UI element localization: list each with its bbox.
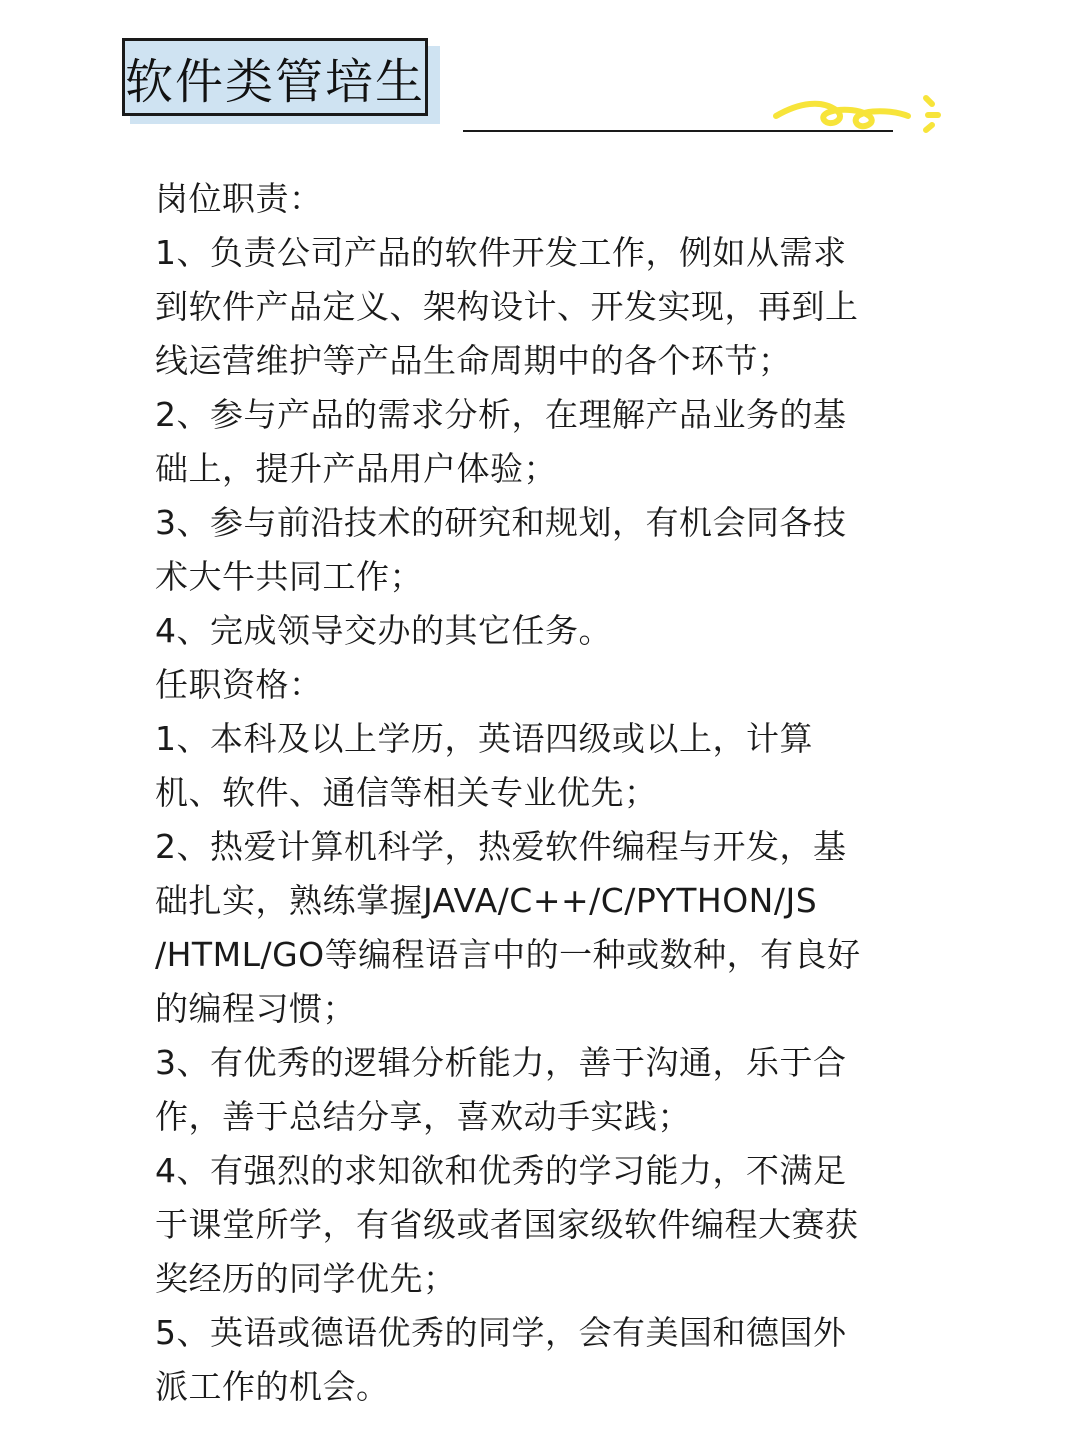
page-title: 软件类管培生 bbox=[125, 53, 426, 110]
text-line: 派工作的机会。 bbox=[155, 1367, 390, 1406]
section-heading-qualifications: 任职资格： bbox=[155, 665, 323, 704]
text-line: 到软件产品定义、架构设计、开发实现，再到上 bbox=[155, 287, 859, 326]
text-line: 1、本科及以上学历，英语四级或以上，计算 bbox=[155, 719, 813, 758]
yellow-squiggle-icon bbox=[770, 88, 950, 138]
text-line: 3、有优秀的逻辑分析能力，善于沟通，乐于合 bbox=[155, 1043, 847, 1082]
text-line: /HTML/GO等编程语言中的一种或数种，有良好 bbox=[155, 935, 861, 974]
text-line: 1、负责公司产品的软件开发工作，例如从需求 bbox=[155, 233, 847, 272]
text-line: 作，善于总结分享，喜欢动手实践； bbox=[155, 1097, 691, 1136]
text-line: 础扎实，熟练掌握JAVA/C++/C/PYTHON/JS bbox=[155, 881, 818, 920]
text-line: 4、有强烈的求知欲和优秀的学习能力，不满足 bbox=[155, 1151, 847, 1190]
text-line: 术大牛共同工作； bbox=[155, 557, 423, 596]
title-block bbox=[122, 38, 440, 124]
text-line: 于课堂所学，有省级或者国家级软件编程大赛获 bbox=[155, 1205, 859, 1244]
text-line: 5、英语或德语优秀的同学，会有美国和德国外 bbox=[155, 1313, 847, 1352]
job-description bbox=[155, 172, 900, 1414]
title-box bbox=[122, 38, 428, 116]
text-line: 的编程习惯； bbox=[155, 989, 356, 1028]
text-line: 线运营维护等产品生命周期中的各个环节； bbox=[155, 341, 792, 380]
section-heading-duties: 岗位职责： bbox=[155, 179, 323, 218]
text-line: 2、热爱计算机科学，热爱软件编程与开发，基 bbox=[155, 827, 847, 866]
text-line: 奖经历的同学优先； bbox=[155, 1259, 457, 1298]
text-line: 础上，提升产品用户体验； bbox=[155, 449, 557, 488]
text-line: 4、完成领导交办的其它任务。 bbox=[155, 611, 612, 650]
text-line: 2、参与产品的需求分析，在理解产品业务的基 bbox=[155, 395, 847, 434]
text-line: 机、软件、通信等相关专业优先； bbox=[155, 773, 658, 812]
text-line: 3、参与前沿技术的研究和规划，有机会同各技 bbox=[155, 503, 847, 542]
